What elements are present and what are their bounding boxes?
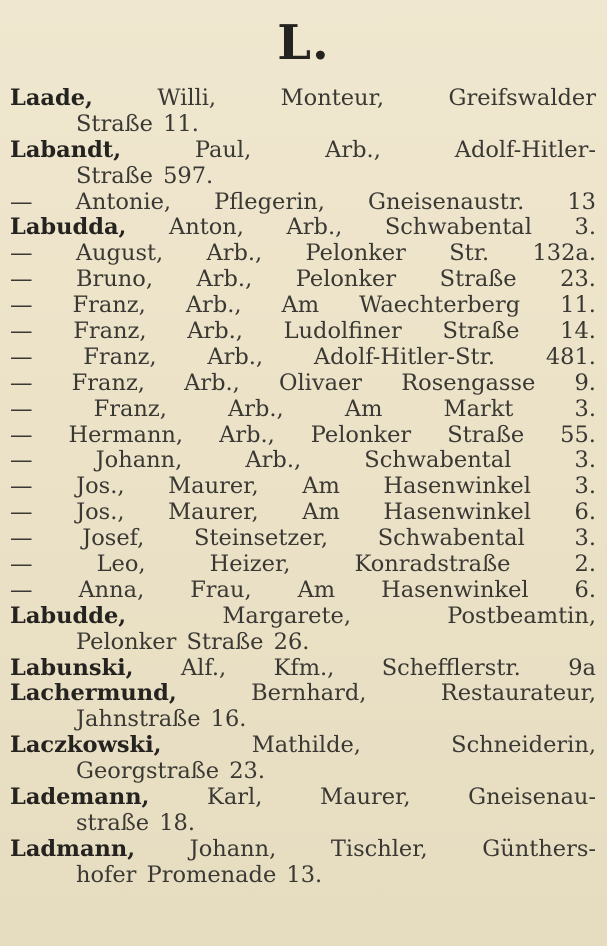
entry-word: Franz, xyxy=(71,370,145,396)
entry-word: Anton, xyxy=(168,215,244,241)
entry-word: Am xyxy=(302,474,340,500)
directory-entry xyxy=(10,785,596,811)
entry-word: 9. xyxy=(574,370,596,396)
entry-word: Johann, xyxy=(189,836,277,862)
entry-word: 23. xyxy=(560,267,596,293)
entry-word: Arb., xyxy=(185,293,242,319)
entry-word: Karl, xyxy=(207,785,263,811)
entry-word: Arb., xyxy=(286,215,343,241)
entry-word: 9a xyxy=(568,655,596,681)
entry-word: 13 xyxy=(567,189,596,215)
repeat-dash: — xyxy=(10,500,33,526)
directory-entry-continuation xyxy=(10,863,596,889)
entry-word: Tischler, xyxy=(330,836,428,862)
directory-entry xyxy=(10,681,596,707)
entry-word: Arb., xyxy=(325,137,381,163)
entry-word: Schefflerstr. xyxy=(381,655,521,681)
entry-word: 26. xyxy=(273,629,310,655)
entry-word: 6. xyxy=(574,577,596,603)
surname: Labudde, xyxy=(10,603,127,629)
entry-word: Am xyxy=(297,577,336,603)
entry-word: Anna, xyxy=(78,577,145,603)
directory-entry xyxy=(10,293,596,319)
entry-word: Pelonker xyxy=(310,422,412,448)
entry-word: Ludolfiner xyxy=(283,319,402,345)
directory-entry xyxy=(10,604,596,630)
entry-word: Kfm., xyxy=(273,655,335,681)
entry-word: Schwabental xyxy=(377,526,525,552)
entry-word: 597. xyxy=(163,163,214,189)
entry-word: 23. xyxy=(229,759,266,785)
repeat-dash: — xyxy=(10,422,33,448)
entry-word: Konradstraße xyxy=(354,552,511,578)
entry-word: Waechterberg xyxy=(359,293,521,319)
surname: Labudda, xyxy=(10,215,127,241)
directory-entry xyxy=(10,500,596,526)
directory-entry xyxy=(10,345,596,371)
directory-entry xyxy=(10,371,596,397)
entry-word: Hasenwinkel xyxy=(383,474,531,500)
entry-word: Restaurateur, xyxy=(440,681,596,707)
directory-entry xyxy=(10,397,596,423)
surname: Ladmann, xyxy=(10,836,136,862)
entry-word: Arb., xyxy=(228,396,284,422)
entry-word: Markt xyxy=(443,396,514,422)
directory-entry xyxy=(10,656,596,682)
entry-word: Str. xyxy=(449,241,490,267)
repeat-dash: — xyxy=(10,370,33,396)
entry-word: Straße xyxy=(439,267,517,293)
surname: Laade, xyxy=(10,86,93,111)
repeat-dash: — xyxy=(10,319,33,345)
entry-word: straße xyxy=(76,810,150,836)
entry-word: Arb., xyxy=(207,344,264,370)
directory-entry xyxy=(10,578,596,604)
surname: Labandt, xyxy=(10,137,122,163)
entry-word: Greifswalder xyxy=(448,86,596,111)
repeat-dash: — xyxy=(10,526,33,552)
entry-word: Schwabental xyxy=(384,215,532,241)
entry-word: Arb., xyxy=(196,267,253,293)
entry-word: Am xyxy=(344,396,383,422)
entry-word: Antonie, xyxy=(75,189,172,215)
directory-entry xyxy=(10,474,596,500)
directory-entry xyxy=(10,552,596,578)
entry-word: 3. xyxy=(574,474,596,500)
entry-word: Olivaer xyxy=(279,370,363,396)
entry-word: Hasenwinkel xyxy=(381,577,529,603)
entry-word: Am xyxy=(302,500,340,526)
repeat-dash: — xyxy=(10,344,33,370)
entry-word: 132a. xyxy=(532,241,596,267)
entry-word: Leo, xyxy=(96,552,146,578)
entry-word: Pelonker xyxy=(295,267,397,293)
directory-entry-continuation xyxy=(10,630,596,656)
entry-word: 3. xyxy=(574,448,596,474)
repeat-dash: — xyxy=(10,396,33,422)
entry-word: Georgstraße xyxy=(76,759,220,785)
entry-word: August, xyxy=(75,241,164,267)
entry-word: Franz, xyxy=(93,396,167,422)
surname: Labunski, xyxy=(10,655,134,681)
directory-entry-continuation xyxy=(10,759,596,785)
directory-entry xyxy=(10,733,596,759)
entry-word: 481. xyxy=(545,344,596,370)
directory-entry xyxy=(10,423,596,449)
entry-word: Franz, xyxy=(83,344,157,370)
entry-word: Hasenwinkel xyxy=(383,500,531,526)
repeat-dash: — xyxy=(10,293,33,319)
entry-word: Franz, xyxy=(72,293,146,319)
entry-word: Mathilde, xyxy=(251,733,361,759)
repeat-dash: — xyxy=(10,189,33,215)
entry-word: Promenade xyxy=(146,862,277,888)
entry-word: 16. xyxy=(210,707,247,733)
entry-word: Arb., xyxy=(245,448,302,474)
entry-word: Straße xyxy=(186,629,264,655)
entry-word: Maurer, xyxy=(168,500,259,526)
entry-word: 11. xyxy=(560,293,596,319)
entry-word: Straße xyxy=(76,163,153,189)
entry-word: Gneisenau- xyxy=(468,785,596,811)
entry-word: Jahnstraße xyxy=(76,707,201,733)
directory-entry-continuation xyxy=(10,112,596,138)
entry-word: 3. xyxy=(574,396,596,422)
repeat-dash: — xyxy=(10,448,33,474)
repeat-dash: — xyxy=(10,577,33,603)
entry-word: Gneisenaustr. xyxy=(368,189,525,215)
entry-word: Paul, xyxy=(194,137,252,163)
entry-word: Willi, xyxy=(157,86,217,111)
directory-entry-continuation xyxy=(10,811,596,837)
entry-word: Am xyxy=(281,293,320,319)
directory-entry xyxy=(10,837,596,863)
entry-word: Straße xyxy=(447,422,525,448)
directory-entry xyxy=(10,319,596,345)
entry-word: Heizer, xyxy=(209,552,291,578)
entry-word: Straße xyxy=(76,111,153,137)
entry-word: Bernhard, xyxy=(251,681,367,707)
repeat-dash: — xyxy=(10,267,33,293)
entry-word: Bruno, xyxy=(76,267,153,293)
repeat-dash: — xyxy=(10,241,33,267)
entry-word: Straße xyxy=(442,319,520,345)
directory-entry xyxy=(10,190,596,216)
entry-word: hofer xyxy=(76,862,137,888)
entry-word: 18. xyxy=(159,810,196,836)
entry-word: Jos., xyxy=(76,474,125,500)
entry-word: Postbeamtin, xyxy=(447,603,596,629)
entry-word: 14. xyxy=(560,319,596,345)
directory-entry-continuation xyxy=(10,164,596,190)
directory-entry xyxy=(10,267,596,293)
entry-word: Günthers- xyxy=(482,836,596,862)
entry-word: Maurer, xyxy=(168,474,259,500)
entry-word: Margarete, xyxy=(222,603,351,629)
directory-entry xyxy=(10,138,596,164)
entry-word: 6. xyxy=(574,500,596,526)
entry-word: Josef, xyxy=(82,526,145,552)
entry-word: 3. xyxy=(574,526,596,552)
entry-word: 11. xyxy=(163,111,199,137)
entry-word: Franz, xyxy=(73,319,147,345)
entry-word: Arb., xyxy=(206,241,263,267)
entry-word: Arb., xyxy=(219,422,275,448)
repeat-dash: — xyxy=(10,552,33,578)
entry-word: Steinsetzer, xyxy=(194,526,329,552)
entry-word: Jos., xyxy=(76,500,125,526)
directory-entries xyxy=(10,86,596,889)
surname: Lademann, xyxy=(10,785,150,811)
entry-word: Hermann, xyxy=(68,422,184,448)
entry-word: Pflegerin, xyxy=(214,189,325,215)
entry-word: 3. xyxy=(574,215,596,241)
entry-word: Frau, xyxy=(190,577,252,603)
entry-word: 55. xyxy=(560,422,596,448)
entry-word: Pelonker xyxy=(305,241,406,267)
entry-word: Schwabental xyxy=(364,448,512,474)
repeat-dash: — xyxy=(10,474,33,500)
surname: Laczkowski, xyxy=(10,733,162,759)
entry-word: Johann, xyxy=(95,448,183,474)
entry-word: 13. xyxy=(286,862,323,888)
directory-entry xyxy=(10,526,596,552)
entry-word: Pelonker xyxy=(76,629,177,655)
entry-word: Alf., xyxy=(180,655,227,681)
directory-entry xyxy=(10,215,596,241)
entry-word: Arb., xyxy=(184,370,240,396)
directory-entry xyxy=(10,86,596,112)
directory-entry-continuation xyxy=(10,707,596,733)
entry-word: Adolf-Hitler- xyxy=(454,137,596,163)
entry-word: Maurer, xyxy=(320,785,411,811)
entry-word: Adolf-Hitler-Str. xyxy=(313,344,496,370)
section-letter-heading: L. xyxy=(277,15,330,71)
entry-word: Arb., xyxy=(187,319,243,345)
directory-entry xyxy=(10,448,596,474)
directory-entry xyxy=(10,241,596,267)
entry-word: 2. xyxy=(574,552,596,578)
entry-word: Schneiderin, xyxy=(451,733,596,759)
entry-word: Monteur, xyxy=(280,86,384,111)
surname: Lachermund, xyxy=(10,681,177,707)
entry-word: Rosengasse xyxy=(401,370,536,396)
